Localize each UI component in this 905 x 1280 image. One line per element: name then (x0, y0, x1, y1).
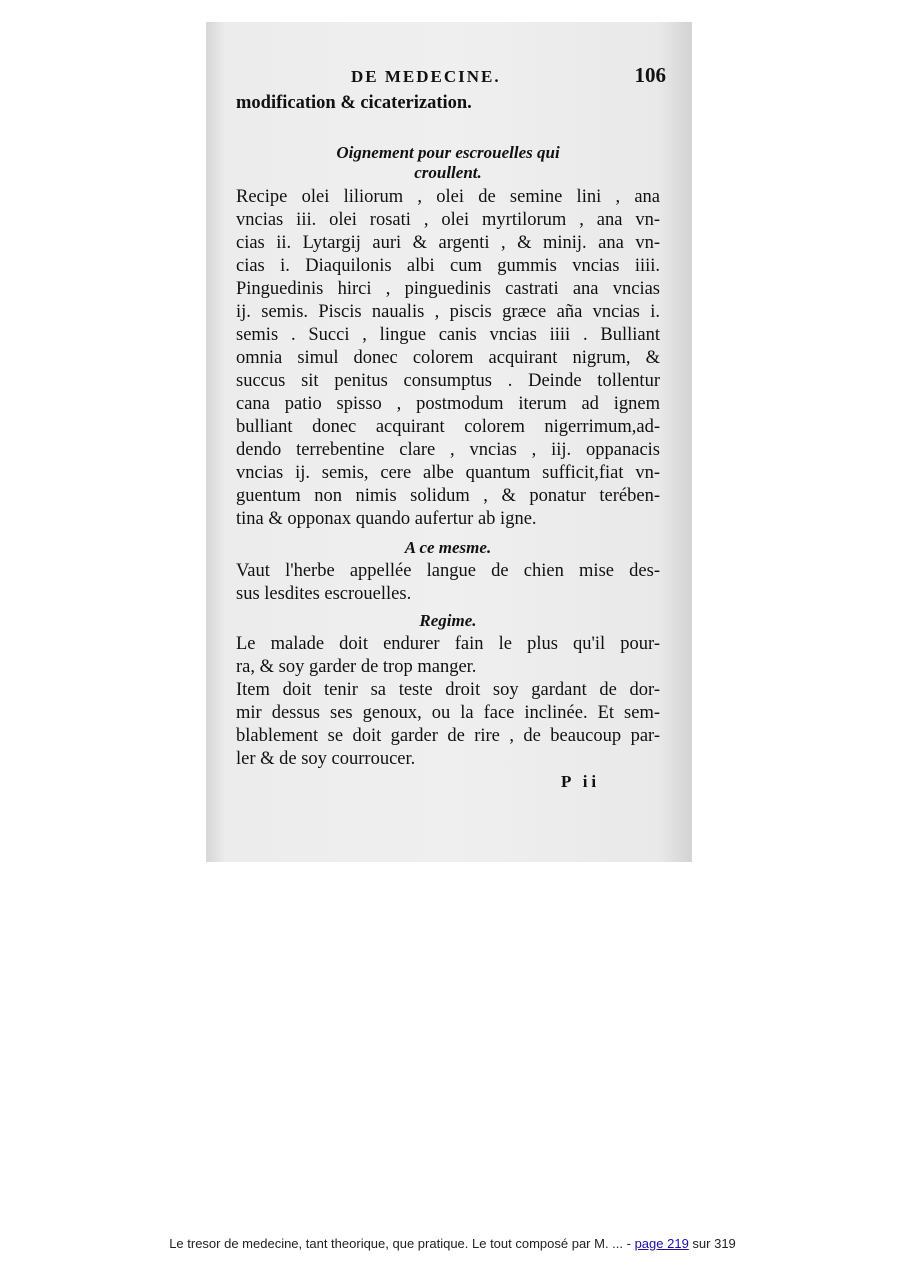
scanned-page (206, 22, 698, 862)
recipe-line: semis . Succi , lingue canis vncias iiii . Bulliant (236, 325, 660, 345)
recipe-line: Recipe olei liliorum , olei de semine lini , ana (236, 187, 660, 207)
recipe-line: vncias ij. semis, cere albe quantum sufficit,fiat vn- (236, 463, 660, 483)
recipe-line: vncias iii. olei rosati , olei myrtilorum , ana vn- (236, 210, 660, 230)
recipe-line: succus sit penitus consumptus . Deinde tollentur (236, 371, 660, 391)
remedy-line: Vaut l'herbe appellée langue de chien mise des- (236, 561, 660, 581)
recipe-heading: Oignement pour escrouelles qui (336, 143, 560, 162)
page-link[interactable]: page 219 (634, 1236, 689, 1251)
recipe-line: Pinguedinis hirci , pinguedinis castrati ana vncias (236, 279, 660, 299)
recipe-line: guentum non nimis solidum , & ponatur terében- (236, 486, 660, 506)
remedy-line: sus lesdites escrouelles. (236, 584, 412, 604)
recipe-line: cias i. Diaquilonis albi cum gummis vncias iiii. (236, 256, 660, 276)
signature-mark: P ii (561, 772, 601, 791)
recipe-line: cias ii. Lytargij auri & argenti , & minij. ana vn- (236, 233, 660, 253)
footer-title: Le tresor de medecine, tant theorique, que pratique. Le tout composé par M. ... - (169, 1236, 635, 1251)
opening-line: modification & cicaterization. (236, 93, 472, 113)
recipe-line: tina & opponax quando aufertur ab igne. (236, 509, 537, 529)
regime-line: ler & de soy courroucer. (236, 749, 416, 769)
page-edge (692, 22, 698, 862)
footer (0, 1236, 905, 1251)
recipe-line: cana patio spisso , postmodum iterum ad ignem (236, 394, 660, 414)
page-number: 106 (634, 63, 666, 87)
regime-line: Le malade doit endurer fain le plus qu'il pour- (236, 634, 660, 654)
regime-line: mir dessus ses genoux, ou la face inclinée. Et sem- (236, 703, 660, 723)
recipe-heading-cont: croullent. (414, 163, 482, 182)
running-head: DE MEDECINE. (351, 67, 501, 86)
remedy-heading: A ce mesme. (404, 538, 492, 557)
regime-line: blablement se doit garder de rire , de beaucoup par- (236, 726, 660, 746)
recipe-line: ij. semis. Piscis naualis , piscis græce aña vncias i. (236, 302, 660, 322)
recipe-line: omnia simul donec colorem acquirant nigrum, & (236, 348, 660, 368)
footer-page-total: sur 319 (688, 1236, 736, 1251)
regime-line: Item doit tenir sa teste droit soy gardant de dor- (236, 680, 660, 700)
regime-line: ra, & soy garder de trop manger. (236, 657, 477, 677)
regime-heading: Regime. (419, 611, 477, 630)
page-header (236, 63, 666, 95)
recipe-line: bulliant donec acquirant colorem nigerrimum,ad- (236, 417, 660, 437)
recipe-line: dendo terrebentine clare , vncias , iij. oppanacis (236, 440, 660, 460)
